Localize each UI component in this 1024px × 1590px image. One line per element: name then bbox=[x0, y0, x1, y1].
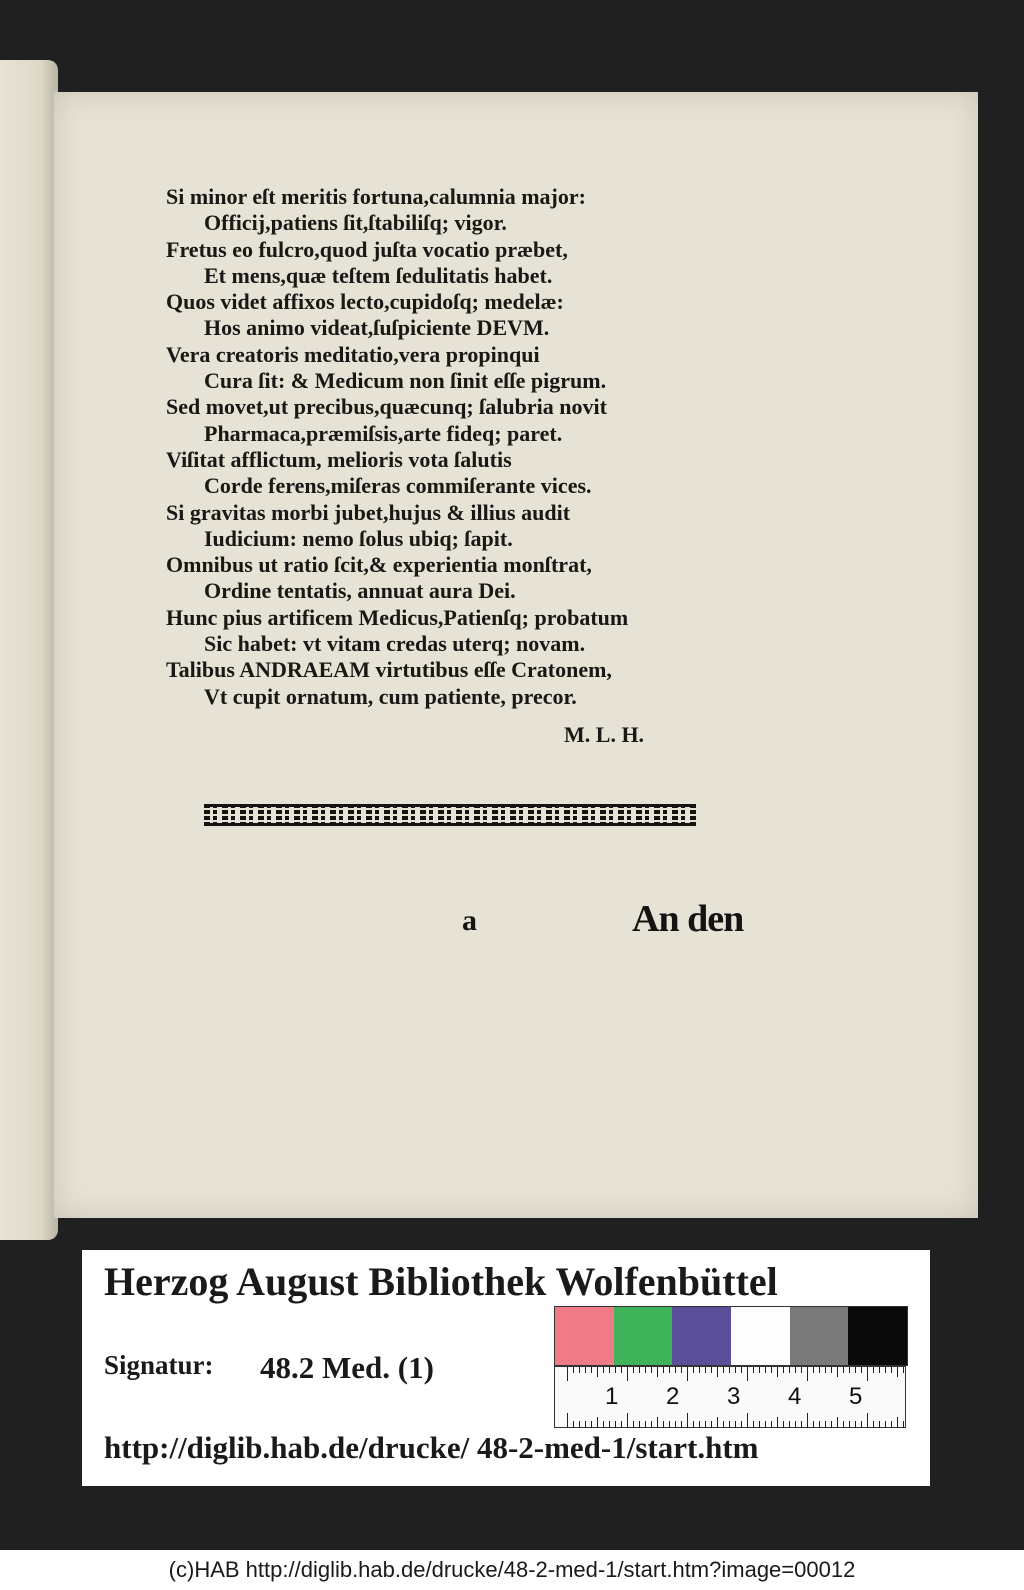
ruler-tick bbox=[861, 1421, 862, 1427]
ruler-tick bbox=[873, 1421, 874, 1427]
ruler-tick bbox=[681, 1367, 682, 1373]
poem-line: Quos videt affixos lecto,cupidoſq; medelæ: bbox=[166, 289, 564, 315]
ruler-tick bbox=[807, 1413, 808, 1427]
ruler-tick bbox=[819, 1367, 820, 1373]
ruler-tick bbox=[645, 1421, 646, 1427]
color-swatch bbox=[614, 1307, 673, 1365]
poem-text bbox=[166, 184, 786, 710]
ruler-tick bbox=[831, 1421, 832, 1427]
ruler-tick bbox=[837, 1367, 838, 1377]
ruler-tick bbox=[771, 1367, 772, 1373]
ruler-tick bbox=[675, 1367, 676, 1373]
ruler-tick bbox=[579, 1421, 580, 1427]
ruler-tick bbox=[795, 1367, 796, 1373]
ruler-tick bbox=[585, 1421, 586, 1427]
ruler-tick bbox=[765, 1367, 766, 1373]
ruler-number: 5 bbox=[849, 1383, 863, 1410]
poem-line: Vera creatoris meditatio,vera propinqui bbox=[166, 341, 540, 367]
ruler-tick bbox=[897, 1417, 898, 1427]
poem-line: Pharmaca,præmiſsis,arte fideq; paret. bbox=[204, 420, 563, 446]
ruler-tick bbox=[903, 1367, 904, 1373]
color-swatch bbox=[848, 1307, 907, 1365]
ruler-tick bbox=[573, 1421, 574, 1427]
ruler-tick bbox=[627, 1413, 628, 1427]
ruler-tick bbox=[621, 1367, 622, 1373]
ruler-tick bbox=[603, 1421, 604, 1427]
shelfmark-value: 48.2 Med. (1) bbox=[260, 1350, 434, 1385]
ruler-tick bbox=[837, 1417, 838, 1427]
poem-line: Sic habet: vt vitam credas uterq; novam. bbox=[204, 631, 586, 657]
ruler-tick bbox=[705, 1421, 706, 1427]
ruler-tick bbox=[795, 1421, 796, 1427]
ruler-tick bbox=[657, 1367, 658, 1377]
ruler-tick bbox=[843, 1367, 844, 1373]
left-page-edge bbox=[0, 60, 58, 1240]
poem-line: Cura ſit: & Medicum non ſinit eſſe pigrum. bbox=[204, 368, 607, 394]
color-swatch bbox=[790, 1307, 849, 1365]
ruler-tick bbox=[597, 1417, 598, 1427]
ruler-tick bbox=[735, 1367, 736, 1373]
ruler-tick bbox=[639, 1367, 640, 1373]
ruler-tick bbox=[711, 1367, 712, 1373]
ruler-tick bbox=[711, 1421, 712, 1427]
ruler-tick bbox=[663, 1367, 664, 1373]
ruler-tick bbox=[699, 1367, 700, 1373]
ruler-tick bbox=[813, 1367, 814, 1373]
poem-line: Iudicium: nemo ſolus ubiq; ſapit. bbox=[204, 525, 513, 551]
ruler-number: 3 bbox=[727, 1383, 741, 1410]
ruler-tick bbox=[597, 1367, 598, 1377]
ruler-tick bbox=[633, 1367, 634, 1373]
ruler-tick bbox=[651, 1367, 652, 1373]
ruler-tick bbox=[765, 1421, 766, 1427]
ruler-tick bbox=[615, 1367, 616, 1373]
ruler-tick bbox=[693, 1367, 694, 1373]
ruler-tick bbox=[705, 1367, 706, 1373]
poem-line: Et mens,quæ teſtem ſedulitatis habet. bbox=[204, 262, 553, 288]
ruler-tick bbox=[717, 1367, 718, 1377]
ruler-tick bbox=[681, 1421, 682, 1427]
ruler-tick bbox=[783, 1421, 784, 1427]
poem-line: Si gravitas morbi jubet,hujus & illius audit bbox=[166, 499, 571, 525]
ruler-tick bbox=[591, 1421, 592, 1427]
ruler-tick bbox=[759, 1421, 760, 1427]
ruler-tick bbox=[699, 1421, 700, 1427]
ruler-tick bbox=[609, 1421, 610, 1427]
ruler-tick bbox=[735, 1421, 736, 1427]
library-name: Herzog August Bibliothek Wolfenbüttel bbox=[104, 1259, 778, 1304]
poem-line: Viſitat afflictum, melioris vota ſalutis bbox=[166, 446, 512, 472]
ruler-tick bbox=[879, 1421, 880, 1427]
poem-line: Sed movet,ut precibus,quæcunq; ſalubria novit bbox=[166, 394, 607, 420]
color-calibration-chart bbox=[554, 1306, 908, 1366]
poem-line: Hunc pius artificem Medicus,Patienſq; probatum bbox=[166, 604, 629, 630]
poem-line: Si minor eſt meritis fortuna,calumnia major: bbox=[166, 184, 586, 209]
digital-copy-url: http://diglib.hab.de/drucke/ 48-2-med-1/start.htm bbox=[104, 1430, 759, 1465]
ruler-tick bbox=[651, 1421, 652, 1427]
ruler-tick bbox=[609, 1367, 610, 1373]
ruler-tick bbox=[777, 1367, 778, 1377]
ruler-tick bbox=[591, 1367, 592, 1373]
ruler-tick bbox=[741, 1367, 742, 1373]
library-label bbox=[82, 1250, 930, 1486]
ruler-tick bbox=[771, 1421, 772, 1427]
ruler-tick bbox=[807, 1367, 808, 1381]
poem-line: Vt cupit ornatum, cum patiente, precor. bbox=[204, 683, 577, 709]
ruler-tick bbox=[693, 1421, 694, 1427]
catchword: An den bbox=[632, 898, 744, 940]
signature-mark: a bbox=[462, 904, 477, 937]
poem-line: Talibus ANDRAEAM virtutibus eſſe Cratonem, bbox=[166, 657, 612, 683]
author-initials: M. L. H. bbox=[564, 722, 645, 747]
ruler-scale bbox=[554, 1366, 906, 1428]
ruler-tick bbox=[759, 1367, 760, 1373]
book-page bbox=[54, 92, 978, 1218]
ruler-tick bbox=[615, 1421, 616, 1427]
ruler-tick bbox=[885, 1421, 886, 1427]
ruler-tick bbox=[777, 1417, 778, 1427]
ruler-tick bbox=[603, 1367, 604, 1373]
ruler-tick bbox=[831, 1367, 832, 1373]
ruler-tick bbox=[729, 1367, 730, 1373]
ruler-tick bbox=[741, 1421, 742, 1427]
ruler-tick bbox=[627, 1367, 628, 1381]
ruler-tick bbox=[687, 1413, 688, 1427]
footer-credit: (c)HAB http://diglib.hab.de/drucke/48-2-med-1/start.htm?image=00012 bbox=[0, 1550, 1024, 1590]
ruler-tick bbox=[753, 1421, 754, 1427]
ruler-tick bbox=[753, 1367, 754, 1373]
color-swatch bbox=[555, 1307, 614, 1365]
color-swatch bbox=[672, 1307, 731, 1365]
ruler-tick bbox=[861, 1367, 862, 1373]
ruler-tick bbox=[783, 1367, 784, 1373]
ruler-tick bbox=[903, 1421, 904, 1427]
ruler-tick bbox=[867, 1413, 868, 1427]
ruler-tick bbox=[729, 1421, 730, 1427]
ruler-tick bbox=[669, 1367, 670, 1373]
ruler-tick bbox=[789, 1421, 790, 1427]
ruler-tick bbox=[663, 1421, 664, 1427]
ruler-tick bbox=[675, 1421, 676, 1427]
ruler-tick bbox=[801, 1367, 802, 1373]
poem-line: Fretus eo fulcro,quod juſta vocatio præbet, bbox=[166, 236, 568, 262]
ruler-tick bbox=[747, 1367, 748, 1381]
ruler-tick bbox=[579, 1367, 580, 1373]
ruler-tick bbox=[813, 1421, 814, 1427]
ruler-tick bbox=[633, 1421, 634, 1427]
ruler-tick bbox=[879, 1367, 880, 1373]
ruler-tick bbox=[621, 1421, 622, 1427]
poem-line: Ordine tentatis, annuat aura Dei. bbox=[204, 578, 516, 604]
ruler-number: 1 bbox=[605, 1383, 619, 1410]
ruler-tick bbox=[855, 1367, 856, 1373]
ruler-tick bbox=[567, 1367, 568, 1381]
ruler-tick bbox=[723, 1367, 724, 1373]
ruler-tick bbox=[885, 1367, 886, 1373]
ruler-tick bbox=[891, 1421, 892, 1427]
ruler-tick bbox=[567, 1413, 568, 1427]
ruler-tick bbox=[849, 1367, 850, 1373]
ruler-tick bbox=[873, 1367, 874, 1373]
ruler-tick bbox=[687, 1367, 688, 1381]
ruler-tick bbox=[657, 1417, 658, 1427]
ruler-number: 4 bbox=[788, 1383, 802, 1410]
ruler-tick bbox=[585, 1367, 586, 1373]
ruler-tick bbox=[669, 1421, 670, 1427]
color-swatch bbox=[731, 1307, 790, 1365]
ruler-tick bbox=[573, 1367, 574, 1373]
shelfmark-label: Signatur: bbox=[104, 1350, 214, 1380]
ruler-tick bbox=[825, 1421, 826, 1427]
ruler-tick bbox=[717, 1417, 718, 1427]
ruler-tick bbox=[723, 1421, 724, 1427]
poem-line: Officij,patiens ſit,ſtabiliſq; vigor. bbox=[204, 210, 507, 236]
poem-line: Omnibus ut ratio ſcit,& experientia monſtrat, bbox=[166, 552, 592, 578]
ruler-tick bbox=[825, 1367, 826, 1373]
ruler-tick bbox=[801, 1421, 802, 1427]
ruler-tick bbox=[819, 1421, 820, 1427]
ruler-tick bbox=[747, 1413, 748, 1427]
ruler-tick bbox=[849, 1421, 850, 1427]
printers-ornament bbox=[204, 804, 696, 826]
ruler-tick bbox=[639, 1421, 640, 1427]
ruler-number: 2 bbox=[666, 1383, 680, 1410]
poem-line: Hos animo videat,ſuſpiciente DEVM. bbox=[204, 315, 550, 341]
ruler-tick bbox=[789, 1367, 790, 1373]
ruler-tick bbox=[645, 1367, 646, 1373]
ruler-tick bbox=[891, 1367, 892, 1373]
poem-line: Corde ferens,miſeras commiſerante vices. bbox=[204, 473, 592, 499]
ruler-tick bbox=[897, 1367, 898, 1377]
ruler-tick bbox=[855, 1421, 856, 1427]
ruler-tick bbox=[843, 1421, 844, 1427]
ruler-tick bbox=[867, 1367, 868, 1381]
